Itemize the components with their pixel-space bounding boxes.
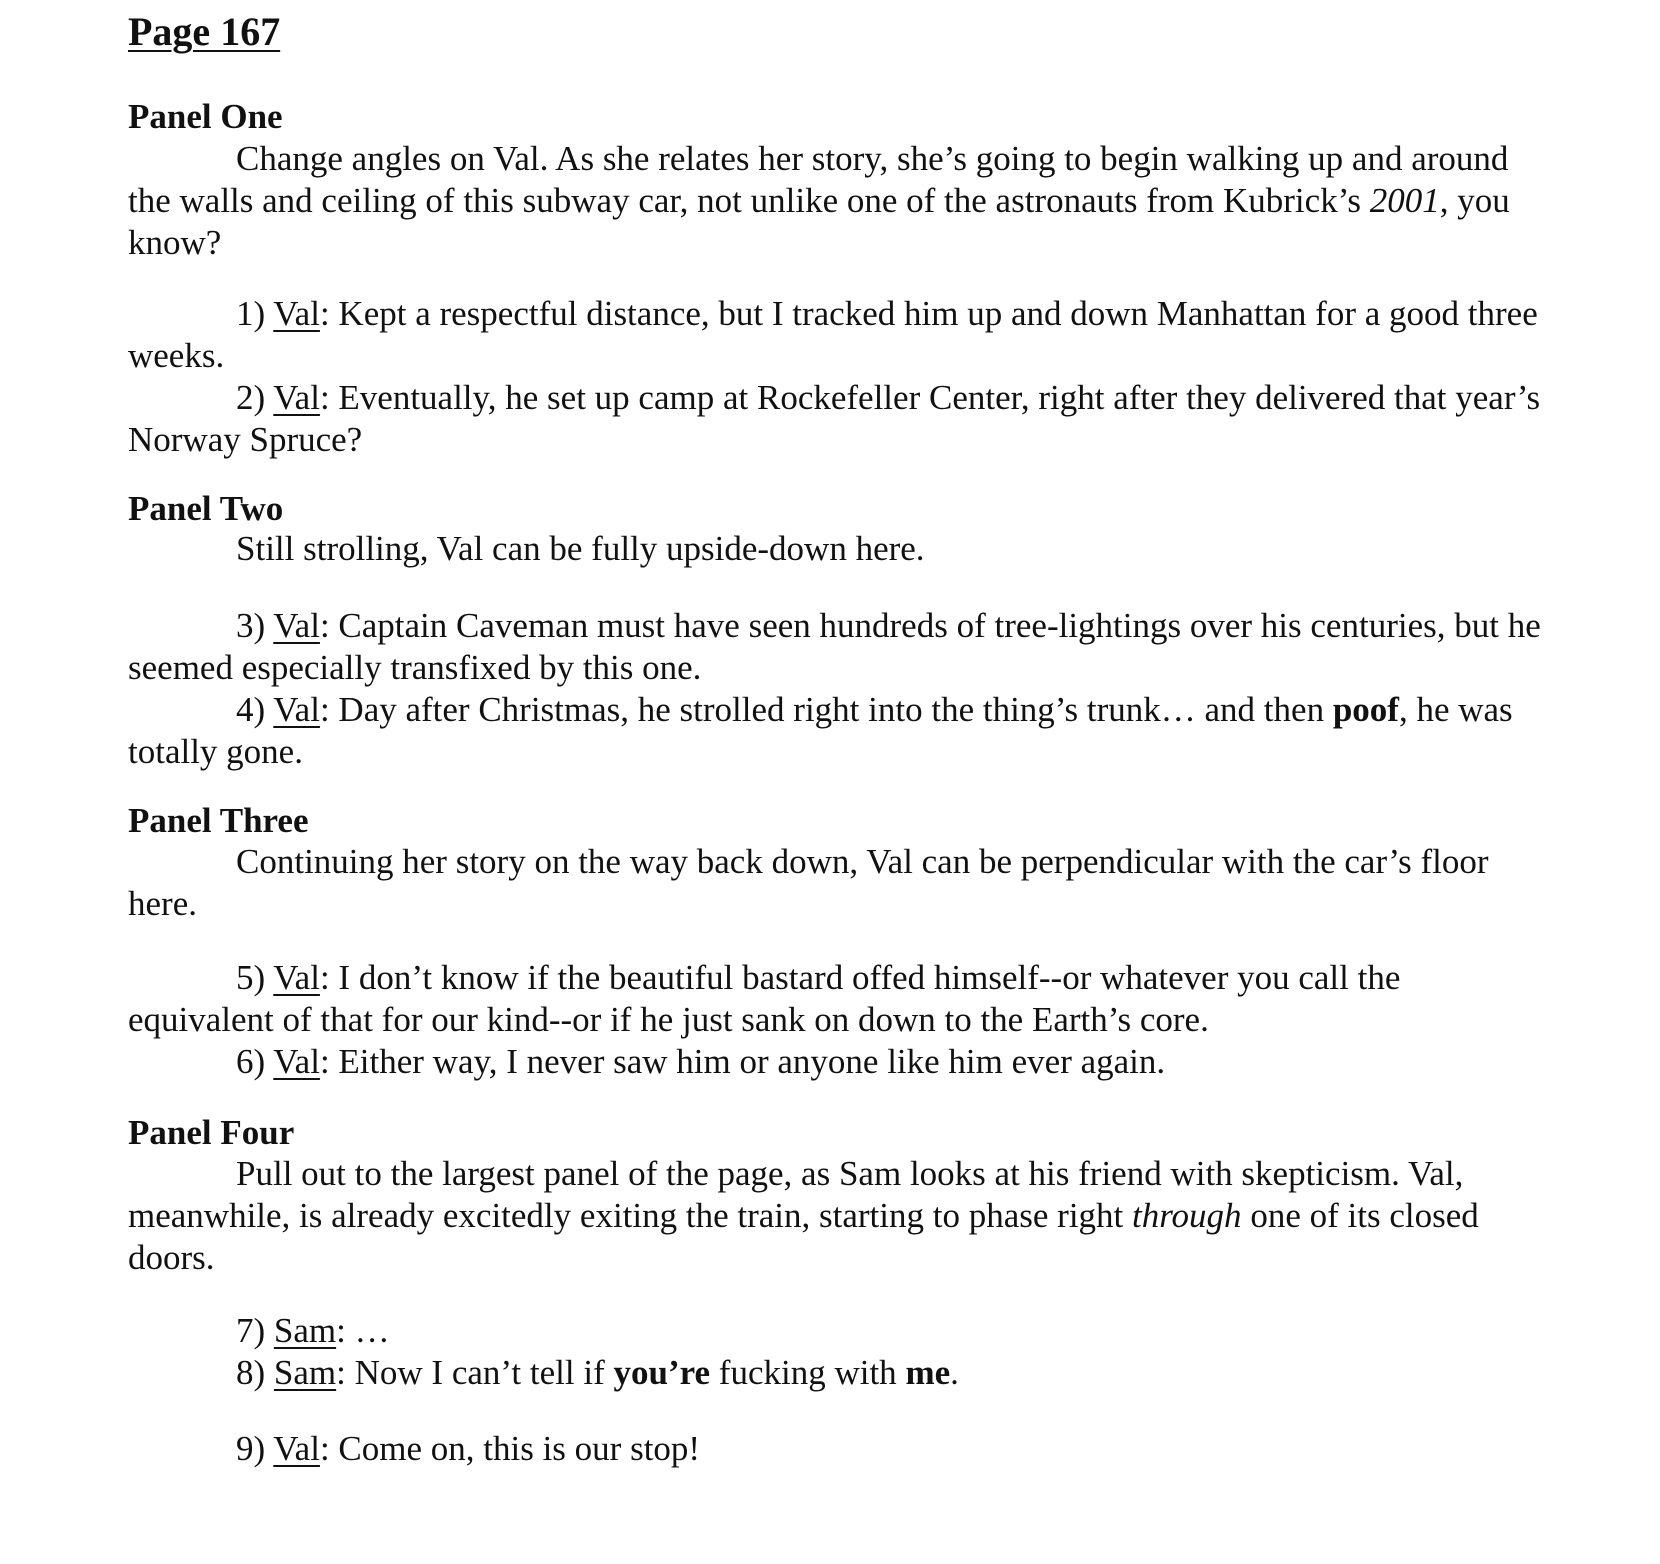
page-title: Page 167	[128, 9, 281, 54]
dialogue-line-9	[128, 1428, 1548, 1470]
line-number: 3)	[236, 606, 274, 645]
line-number: 8)	[236, 1353, 274, 1392]
dialogue-line-7	[128, 1310, 1548, 1352]
panel-four-dialogue-continued	[128, 1428, 1548, 1470]
panel-four-heading: Panel Four	[128, 1113, 295, 1152]
speaker: Val	[273, 1042, 320, 1081]
panel-three-heading: Panel Three	[128, 801, 309, 840]
line-text: , he was totally gone.	[128, 690, 1513, 771]
panel-three-dialogue	[128, 957, 1548, 1083]
line-text: : Eventually, he set up camp at Rockefeller Center, right after they delivered that year’s Norway Spruce?	[128, 378, 1541, 459]
description-text: Pull out to the largest panel of the page, as Sam looks at his friend with skepticism. Val, meanwhile, is already excitedly exiting the train, starting to phase right	[128, 1154, 1464, 1235]
emphasis-bold: poof	[1332, 690, 1399, 729]
dialogue-line-5	[128, 957, 1548, 1041]
panel-three-description: Continuing her story on the way back down, Val can be perpendicular with the car’s floor here.	[128, 842, 1489, 923]
line-text: : Either way, I never saw him or anyone like him ever again.	[319, 1042, 1166, 1081]
dialogue-line-6	[128, 1041, 1548, 1083]
speaker: Val	[273, 378, 320, 417]
description-text: , you know?	[128, 181, 1510, 262]
line-number: 4)	[236, 690, 274, 729]
line-text: : Now I can’t tell if	[336, 1353, 614, 1392]
panel-one-description	[128, 138, 1548, 264]
line-text: : …	[336, 1311, 390, 1350]
description-italic: 2001	[1369, 181, 1440, 220]
line-text: : Day after Christmas, he strolled right into the thing’s trunk… and then	[319, 690, 1333, 729]
speaker: Val	[273, 294, 320, 333]
description-text: Change angles on Val. As she relates her story, she’s going to begin walking up and around the walls and ceiling of this subway car, not unlike one of the astronauts from Kubrick’s	[128, 139, 1509, 220]
speaker: Val	[273, 958, 320, 997]
panel-two-heading: Panel Two	[128, 489, 284, 528]
dialogue-line-8	[128, 1352, 1548, 1394]
panel-four-description	[128, 1153, 1548, 1279]
line-number: 9)	[236, 1429, 274, 1468]
line-number: 2)	[236, 378, 274, 417]
line-text: : Kept a respectful distance, but I tracked him up and down Manhattan for a good three weeks.	[128, 294, 1538, 375]
dialogue-line-4	[128, 689, 1548, 773]
speaker: Sam	[273, 1353, 337, 1392]
dialogue-line-3	[128, 605, 1548, 689]
description-text: one of its closed doors.	[128, 1196, 1479, 1277]
line-number: 6)	[236, 1042, 274, 1081]
speaker: Val	[273, 1429, 320, 1468]
speaker: Sam	[273, 1311, 337, 1350]
panel-one-heading: Panel One	[128, 97, 283, 136]
dialogue-line-1	[128, 293, 1548, 377]
description-italic: through	[1132, 1196, 1242, 1235]
line-text: .	[950, 1353, 959, 1392]
dialogue-line-2	[128, 377, 1548, 461]
line-number: 5)	[236, 958, 274, 997]
speaker: Val	[273, 606, 320, 645]
line-number: 1)	[236, 294, 274, 333]
line-text: fucking with	[710, 1353, 906, 1392]
panel-two-dialogue	[128, 605, 1548, 773]
panel-one-dialogue	[128, 293, 1548, 461]
line-number: 7)	[236, 1311, 274, 1350]
panel-four-dialogue	[128, 1310, 1548, 1394]
emphasis-bold: you’re	[613, 1353, 711, 1392]
line-text: : I don’t know if the beautiful bastard offed himself--or whatever you call the equivalent of that for our kind--or if he just sank on down to the Earth’s core.	[128, 958, 1401, 1039]
line-text: : Come on, this is our stop!	[319, 1429, 701, 1468]
emphasis-bold: me	[905, 1353, 951, 1392]
panel-two-description: Still strolling, Val can be fully upside-down here.	[236, 529, 925, 568]
line-text: : Captain Caveman must have seen hundreds of tree-lightings over his centuries, but he seemed especially transfixed by this one.	[128, 606, 1541, 687]
speaker: Val	[273, 690, 320, 729]
